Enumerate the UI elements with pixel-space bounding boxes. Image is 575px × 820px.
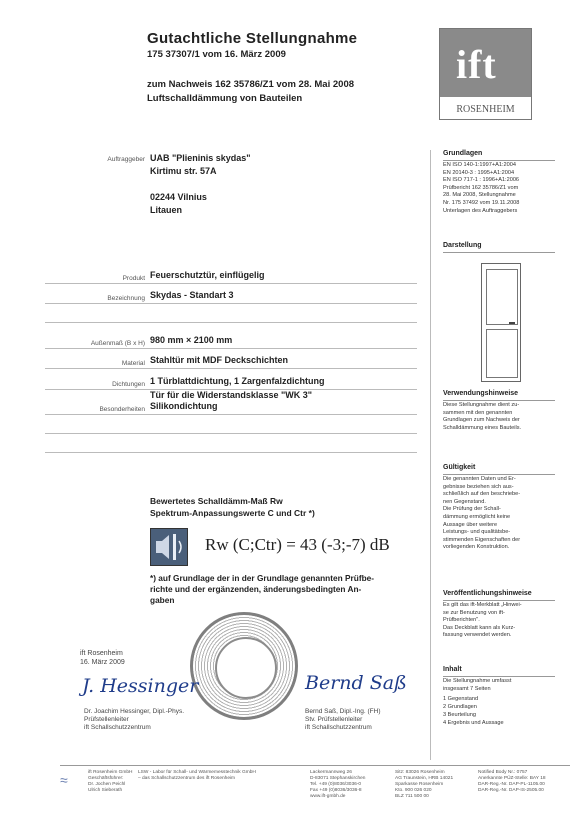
dichtungen-value: 1 Türblattdichtung, 1 Zargenfalzdichtung bbox=[150, 376, 325, 386]
footer-col-1: ift Rosenheim GmbH Geschäftsführer: Dr. Jochen Peichl Ulrich Sieberath bbox=[88, 770, 133, 793]
gueltigkeit-heading: Gültigkeit bbox=[443, 464, 476, 471]
subject-line: Luftschalldämmung von Bauteilen bbox=[147, 93, 303, 104]
report-reference: 175 37307/1 vom 16. März 2009 bbox=[147, 49, 286, 60]
divider bbox=[443, 676, 555, 677]
produkt-value: Feuerschutztür, einflügelig bbox=[150, 270, 265, 280]
client-street: Kirtimu str. 57A bbox=[150, 166, 217, 176]
footer-col-3: Lackermannweg 26 D-83071 Stephanskirchen Tel. +49 (0)8036/3036-0 Fax +49 (0)8036/3036-8 www.ift-gmbh.de bbox=[310, 770, 366, 799]
ift-logo bbox=[439, 28, 532, 120]
divider bbox=[45, 348, 417, 349]
date: 16. März 2009 bbox=[80, 659, 125, 666]
client-country: Litauen bbox=[150, 205, 183, 215]
rating-line-2: Spektrum-Anpassungswerte C und Ctr *) bbox=[150, 508, 315, 518]
veroeffentlichung-heading: Veröffentlichungshinweise bbox=[443, 590, 532, 597]
grundlagen-text: EN ISO 140-1:1997+A1:2004 EN 20140-3 : 1995+A1:2004 EN ISO 717-1 : 1996+A1:2006 Prüfbericht 162 35786/Z1 vom 28. Mai 2008, Stellungnahme Nr. 175 37492 vom 19.11.2008 Unterlagen des Auftraggebers bbox=[443, 162, 520, 214]
footer-col-5: Notified Body Nr.: 0757 Anerkannte PÜZ-Stelle: BAY 18 DAR-Reg.-Nr. DAP-PL-1105.00 DAR-Reg.-Nr. DAP-IS-2505.00 bbox=[478, 770, 546, 793]
client-name: UAB "Plieninis skydas" bbox=[150, 153, 251, 163]
divider bbox=[443, 160, 555, 161]
inhalt-text: Die Stellungnahme umfasst insgesamt 7 Seiten bbox=[443, 678, 512, 692]
rating-footnote: *) auf Grundlage der in der Grundlage genannten Prüfbe- richte und der ergänzenden, änderungsbedingten An- gaben bbox=[150, 573, 375, 605]
auftraggeber-label: Auftraggeber bbox=[107, 156, 145, 163]
inhalt-item: 3 Beurteilung bbox=[443, 712, 476, 718]
sound-insulation-icon bbox=[150, 528, 188, 566]
besonderheiten-label: Besonderheiten bbox=[99, 406, 145, 413]
signature-left: J. Hessinger bbox=[82, 675, 199, 697]
divider bbox=[45, 303, 417, 304]
official-stamp bbox=[190, 612, 298, 720]
logo-city: ROSENHEIM bbox=[456, 104, 515, 115]
material-value: Stahltür mit MDF Deckschichten bbox=[150, 355, 289, 365]
document-title: Gutachtliche Stellungnahme bbox=[147, 30, 358, 47]
aussenmass-label: Außenmaß (B x H) bbox=[90, 340, 145, 347]
besonderheiten-value-2: Silikondichtung bbox=[150, 401, 218, 411]
divider bbox=[443, 400, 555, 401]
signature-right: Bernd Saß bbox=[305, 672, 407, 694]
footer-col-2: LSW - Labor für Schall- und Wärmemesstechnik GmbH – das Schallschutzzentrum des ift Rosenheim bbox=[138, 770, 256, 781]
sidebar-divider bbox=[430, 150, 431, 760]
inhalt-item: 4 Ergebnis und Aussage bbox=[443, 720, 504, 726]
signature-left-caption: Dr. Joachim Hessinger, Dipl.-Phys. Prüfstellenleiter ift Schallschutzzentrum bbox=[84, 708, 185, 732]
dichtungen-label: Dichtungen bbox=[112, 381, 145, 388]
place: ift Rosenheim bbox=[80, 650, 123, 657]
divider bbox=[443, 474, 555, 475]
footer-col-4: Sitz: 83026 Rosenheim AG Traunstein, HRB 14021 Sparkasse Rosenheim Kto. 900 026 020 BLZ 711 500 00 bbox=[395, 770, 454, 799]
divider bbox=[45, 283, 417, 284]
inhalt-item: 2 Grundlagen bbox=[443, 704, 477, 710]
divider bbox=[45, 322, 417, 323]
ift-footer-icon: ≈ bbox=[60, 772, 68, 788]
verwendung-text: Diese Stellungnahme dient zu- sammen mit den genannten Grundlagen zum Nachweis der Schalldämmung eines Bauteils. bbox=[443, 402, 522, 431]
material-label: Material bbox=[121, 360, 145, 367]
footer-divider bbox=[60, 765, 570, 766]
bezeichnung-label: Bezeichnung bbox=[107, 295, 145, 302]
verwendung-heading: Verwendungshinweise bbox=[443, 390, 519, 397]
divider bbox=[45, 433, 417, 434]
proof-reference: zum Nachweis 162 35786/Z1 vom 28. Mai 2008 bbox=[147, 79, 355, 90]
besonderheiten-value-1: Tür für die Widerstandsklasse "WK 3" bbox=[150, 390, 312, 400]
divider bbox=[45, 414, 417, 415]
divider bbox=[45, 368, 417, 369]
inhalt-item: 1 Gegenstand bbox=[443, 696, 479, 702]
logo-text: ift bbox=[456, 42, 497, 87]
rating-heading bbox=[150, 495, 315, 519]
veroeffentlichung-text: Es gilt das ift-Merkblatt „Hinwei- se zur Benutzung von ift- Prüfberichten". Das Deckblatt kann als Kurz- fassung verwendet werden. bbox=[443, 602, 522, 639]
door-drawing bbox=[481, 263, 521, 382]
rating-line-1: Bewertetes Schalldämm-Maß Rw bbox=[150, 496, 283, 506]
darstellung-heading: Darstellung bbox=[443, 242, 482, 249]
grundlagen-heading: Grundlagen bbox=[443, 150, 483, 157]
rating-formula: Rw (C;Ctr) = 43 (-3;-7) dB bbox=[205, 535, 390, 554]
produkt-label: Produkt bbox=[122, 275, 145, 282]
bezeichnung-value: Skydas - Standart 3 bbox=[150, 290, 234, 300]
divider bbox=[443, 252, 555, 253]
gueltigkeit-text: Die genannten Daten und Er- gebnisse beziehen sich aus- schließlich auf den beschriebe- nen Gegenstand. Die Prüfung der Schall- dämmung ermöglicht keine Aussage über weitere Leistungs- und qualitätsbe- stimmenden Eigenschaften der vorliegenden Konstruktion. bbox=[443, 476, 521, 551]
inhalt-heading: Inhalt bbox=[443, 666, 462, 673]
signature-right-caption: Bernd Saß, Dipl.-Ing. (FH) Stv. Prüfstellenleiter ift Schallschutzzentrum bbox=[305, 708, 381, 732]
client-zip-city: 02244 Vilnius bbox=[150, 192, 207, 202]
divider bbox=[45, 452, 417, 453]
aussenmass-value: 980 mm × 2100 mm bbox=[150, 335, 233, 345]
place-date bbox=[80, 649, 125, 667]
divider bbox=[443, 600, 555, 601]
